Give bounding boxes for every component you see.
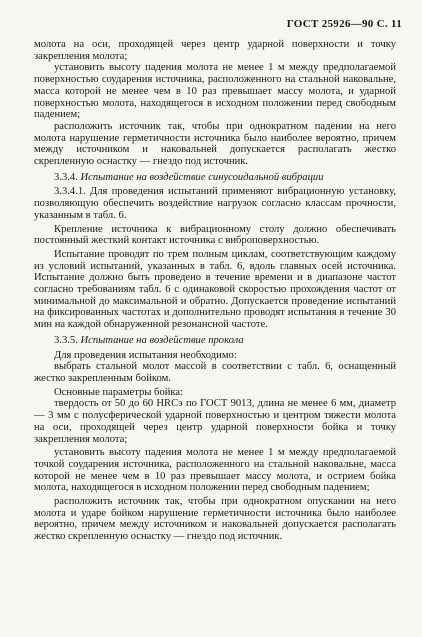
section-number: 3.3.4. <box>54 171 78 183</box>
paragraph: расположить источник так, чтобы при однократном падении на него молота нарушение герметичности источника было наиболее вероятно, причем между источником и наковальней допускается располагать жестко скрепленную оснастку — гнездо под источник. <box>34 120 396 168</box>
document-body <box>34 39 396 543</box>
paragraph: установить высоту падения молота не менее 1 м между предполагаемой поверхностью соударения источника, расположенного на стальной наковальне, масса которой не менее чем в 10 раз превышает массу молота, и ударной поверхностью молота, находящегося в исходном положении перед свободным падением; <box>34 62 396 121</box>
section-heading <box>34 172 396 184</box>
section-title: Испытание на воздействие прокола <box>80 334 244 346</box>
paragraph: Крепление источника к вибрационному столу должно обеспечивать постоянный жесткий контакт источника с виброповерхностью. <box>34 223 396 247</box>
paragraph: установить высоту падения молота не менее 1 м между предполагаемой точкой соударения источника, расположенного на стальной наковальне, масса которой не менее чем в 10 раз превышает массу молота, и острием бойка молота, находящегося в исходном положении перед свободным падением; <box>34 447 396 494</box>
paragraph: расположить источник так, чтобы при однократном опускании на него молота и ударе бойком нарушение герметичности источника было наиболее вероятно, причем между источником и наковальней допускается располагать жестко скрепленную оснастку — гнездо под источник. <box>34 496 396 543</box>
section-title: Испытание на воздействие синусоидальной вибрации <box>80 171 324 183</box>
paragraph: Испытание проводят по трем полным циклам, соответствующим каждому из условий испытаний, указанных в табл. 6, вдоль главных осей источника. Испытание должно быть проведено в течение времени и в диапазоне частот согласно требованиям табл. 6 с одинаковой скоростью прохождения частот от минимальной до максимальной и обратно. Допускается проведение испытаний на фиксированных частотах и дополнительно проводят испытания в течение 30 мин на каждой обнаруженной резонансной частоте. <box>34 248 396 331</box>
page-header: ГОСТ 25926—90 С. 11 <box>286 18 402 30</box>
paragraph: твердость от 50 до 60 HRCэ по ГОСТ 9013, длина не менее 6 мм, диаметр — 3 мм с полусферической ударной поверхностью и центром тяжести молота на оси, проходящей через центр ударной поверхности бойка и точку закрепления молота; <box>34 398 396 445</box>
section-heading <box>34 335 396 347</box>
paragraph: молота на оси, проходящей через центр ударной поверхности и точку закрепления молота; <box>34 39 396 62</box>
paragraph: 3.3.4.1. Для проведения испытаний применяют вибрационную установку, позволяющую обеспечить воздействие нагрузок согласно классам прочности, указанным в табл. 6. <box>34 186 396 221</box>
paragraph: Основные параметры бойка: <box>54 386 184 398</box>
section-number: 3.3.5. <box>54 334 78 346</box>
paragraph: выбрать стальной молот массой в соответствии с табл. 6, оснащенный жестко закрепленным бойком. <box>34 361 396 384</box>
paragraph: Для проведения испытания необходимо: <box>54 349 237 361</box>
